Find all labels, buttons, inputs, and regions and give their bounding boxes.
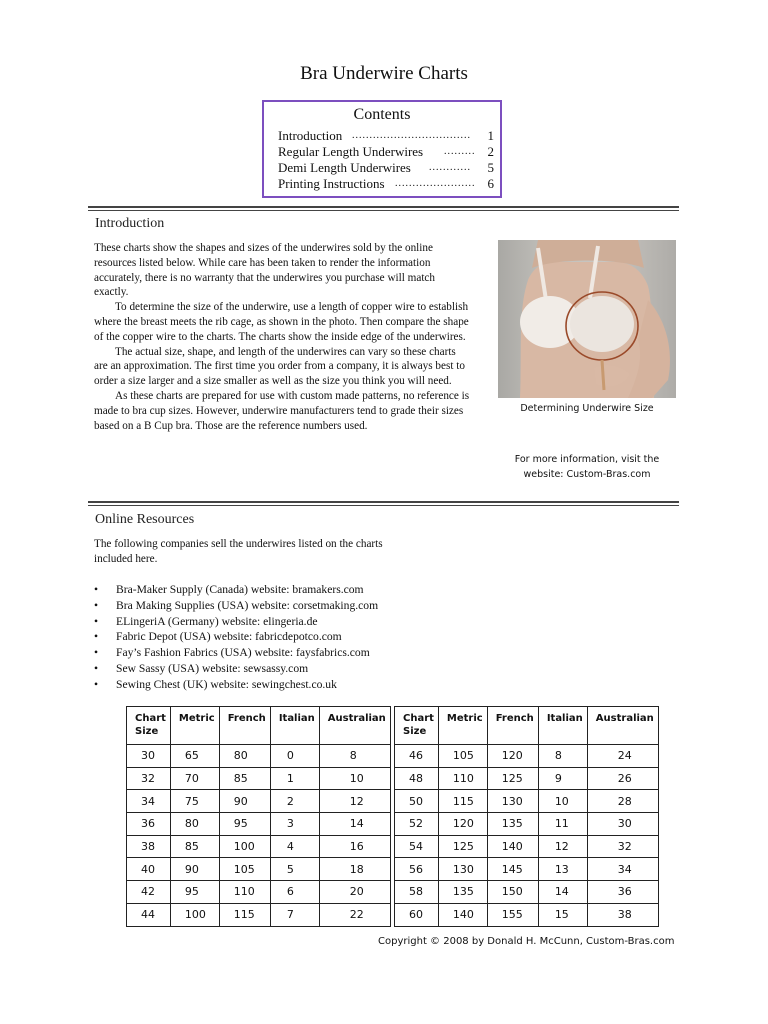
column-header: French <box>487 707 538 745</box>
table-cell: 95 <box>219 813 270 836</box>
table-cell: 38 <box>127 835 171 858</box>
list-item <box>94 661 378 677</box>
table-cell: 32 <box>587 835 658 858</box>
resources-list <box>94 582 378 693</box>
table-cell: 140 <box>487 835 538 858</box>
bullet: • <box>94 646 99 660</box>
table-row <box>395 745 659 768</box>
table-cell: 11 <box>538 813 587 836</box>
table-cell: 10 <box>538 790 587 813</box>
table-cell: 40 <box>127 858 171 881</box>
toc-item-regular-length[interactable] <box>278 144 494 160</box>
list-item <box>94 614 378 630</box>
list-item <box>94 645 378 661</box>
table-row <box>395 767 659 790</box>
table-cell: 6 <box>270 881 319 904</box>
column-header: French <box>219 707 270 745</box>
bullet: • <box>94 661 99 675</box>
table-cell: 50 <box>395 790 439 813</box>
resource-text: Sew Sassy (USA) website: sewsassy.com <box>116 661 309 675</box>
table-cell: 44 <box>127 903 171 926</box>
list-item <box>94 629 378 645</box>
toc-item-demi-length[interactable] <box>278 160 494 176</box>
bullet: • <box>94 677 99 691</box>
table-cell: 95 <box>170 881 219 904</box>
table-row <box>127 881 391 904</box>
toc-leader: ............ <box>429 162 471 173</box>
table-row <box>395 903 659 926</box>
table-cell: 135 <box>438 881 487 904</box>
table-cell: 110 <box>438 767 487 790</box>
more-info-note: For more information, visit the website: Custom-Bras.com <box>514 454 660 480</box>
table-cell: 13 <box>538 858 587 881</box>
bullet: • <box>94 583 99 596</box>
table-cell: 70 <box>170 767 219 790</box>
contents-box <box>262 100 502 198</box>
column-header: Chart Size <box>395 707 439 745</box>
column-header: Italian <box>270 707 319 745</box>
table-cell: 100 <box>170 903 219 926</box>
table-cell: 120 <box>487 745 538 768</box>
list-item <box>94 677 378 693</box>
table-cell: 125 <box>487 767 538 790</box>
table-cell: 56 <box>395 858 439 881</box>
table-cell: 130 <box>487 790 538 813</box>
column-header: Chart Size <box>127 707 171 745</box>
table-cell: 105 <box>219 858 270 881</box>
table-cell: 48 <box>395 767 439 790</box>
table-cell: 90 <box>219 790 270 813</box>
table-cell: 65 <box>170 745 219 768</box>
table-cell: 38 <box>587 903 658 926</box>
table-cell: 60 <box>395 903 439 926</box>
table-cell: 20 <box>319 881 390 904</box>
table-cell: 12 <box>319 790 390 813</box>
toc-page: 5 <box>487 160 494 175</box>
table-cell: 140 <box>438 903 487 926</box>
toc-leader: ....................... <box>395 178 476 189</box>
table-cell: 75 <box>170 790 219 813</box>
contents-heading: Contents <box>353 106 411 123</box>
toc-label: Printing Instructions <box>278 176 385 191</box>
toc-label: Introduction <box>278 128 343 143</box>
table-row <box>127 767 391 790</box>
table-cell: 90 <box>170 858 219 881</box>
resource-text: Bra Making Supplies (USA) website: corsetmaking.com <box>116 598 379 612</box>
table-cell: 14 <box>538 881 587 904</box>
section-divider <box>88 501 679 506</box>
table-cell: 58 <box>395 881 439 904</box>
table-row <box>127 745 391 768</box>
toc-page: 1 <box>487 128 494 143</box>
table-cell: 0 <box>270 745 319 768</box>
column-header: Italian <box>538 707 587 745</box>
table-cell: 30 <box>587 813 658 836</box>
table-cell: 46 <box>395 745 439 768</box>
table-cell: 120 <box>438 813 487 836</box>
table-cell: 80 <box>170 813 219 836</box>
online-resources-heading: Online Resources <box>95 512 195 527</box>
table-cell: 85 <box>219 767 270 790</box>
section-divider <box>88 206 679 211</box>
toc-label: Demi Length Underwires <box>278 160 411 175</box>
bullet: • <box>94 614 99 628</box>
table-cell: 34 <box>127 790 171 813</box>
table-cell: 105 <box>438 745 487 768</box>
resource-text: ELingeriA (Germany) website: elingeria.de <box>116 614 318 628</box>
list-item <box>94 598 378 614</box>
toc-item-introduction[interactable] <box>278 128 494 144</box>
toc-item-printing[interactable] <box>278 176 494 192</box>
table-cell: 42 <box>127 881 171 904</box>
table-cell: 125 <box>438 835 487 858</box>
table-cell: 115 <box>438 790 487 813</box>
table-cell: 14 <box>319 813 390 836</box>
toc-label: Regular Length Underwires <box>278 144 424 159</box>
table-cell: 24 <box>587 745 658 768</box>
photo-illustration <box>498 240 676 398</box>
intro-paragraph: To determine the size of the underwire, use a length of copper wire to establish where the breast meets the rib cage, as shown in the photo. Then compare the shape of the copper wire to the charts. The charts show the inside edge of the underwires. <box>94 301 469 343</box>
table-row <box>127 858 391 881</box>
table-cell: 52 <box>395 813 439 836</box>
table-cell: 8 <box>538 745 587 768</box>
table-row <box>127 790 391 813</box>
table-cell: 36 <box>127 813 171 836</box>
table-cell: 5 <box>270 858 319 881</box>
resource-text: Fay’s Fashion Fabrics (USA) website: faysfabrics.com <box>116 646 370 660</box>
bullet: • <box>94 598 99 612</box>
table-cell: 110 <box>219 881 270 904</box>
table-cell: 150 <box>487 881 538 904</box>
table-cell: 4 <box>270 835 319 858</box>
toc-leader: ......... <box>444 146 476 157</box>
table-cell: 34 <box>587 858 658 881</box>
table-cell: 16 <box>319 835 390 858</box>
size-chart-table-right <box>394 706 659 927</box>
table-cell: 130 <box>438 858 487 881</box>
underwire-measurement-photo <box>498 240 676 398</box>
table-cell: 155 <box>487 903 538 926</box>
intro-paragraph: These charts show the shapes and sizes of the underwires sold by the online resources listed below. While care has been taken to render the information accurately, there is no warranty that the underwires you purchase will match exactly. <box>94 242 435 299</box>
table-cell: 115 <box>219 903 270 926</box>
table-cell: 100 <box>219 835 270 858</box>
column-header: Australian <box>587 707 658 745</box>
resources-intro: The following companies sell the underwires listed on the charts included here. <box>94 538 383 565</box>
bullet: • <box>94 630 99 644</box>
table-header-row <box>395 707 659 745</box>
column-header: Metric <box>438 707 487 745</box>
table-cell: 9 <box>538 767 587 790</box>
toc-leader: .................................. <box>352 130 471 141</box>
table-row <box>127 813 391 836</box>
table-row <box>395 813 659 836</box>
resource-text: Fabric Depot (USA) website: fabricdepotco.com <box>116 630 342 644</box>
resource-text: Sewing Chest (UK) website: sewingchest.co.uk <box>116 677 337 691</box>
photo-caption: Determining Underwire Size <box>520 403 654 414</box>
table-cell: 2 <box>270 790 319 813</box>
table-cell: 1 <box>270 767 319 790</box>
table-cell: 8 <box>319 745 390 768</box>
toc-page: 2 <box>487 144 494 159</box>
table-cell: 7 <box>270 903 319 926</box>
table-row <box>395 835 659 858</box>
table-cell: 3 <box>270 813 319 836</box>
table-row <box>395 790 659 813</box>
table-cell: 18 <box>319 858 390 881</box>
column-header: Australian <box>319 707 390 745</box>
table-cell: 145 <box>487 858 538 881</box>
table-cell: 30 <box>127 745 171 768</box>
table-row <box>395 858 659 881</box>
resource-text: Bra-Maker Supply (Canada) website: bramakers.com <box>116 583 364 596</box>
introduction-heading: Introduction <box>95 216 165 231</box>
table-cell: 15 <box>538 903 587 926</box>
table-cell: 54 <box>395 835 439 858</box>
table-cell: 36 <box>587 881 658 904</box>
table-header-row <box>127 707 391 745</box>
table-cell: 28 <box>587 790 658 813</box>
table-row <box>127 903 391 926</box>
table-cell: 22 <box>319 903 390 926</box>
intro-paragraph: As these charts are prepared for use with custom made patterns, no reference is made to bra cup sizes. However, underwire manufacturers tend to grade their sizes based on a B Cup bra. Those are the reference numbers used. <box>94 389 470 432</box>
column-header: Metric <box>170 707 219 745</box>
table-cell: 12 <box>538 835 587 858</box>
list-item <box>94 582 378 598</box>
table-row <box>395 881 659 904</box>
table-cell: 80 <box>219 745 270 768</box>
size-chart-table-left <box>126 706 391 927</box>
copyright-notice: Copyright © 2008 by Donald H. McCunn, Custom-Bras.com <box>378 936 675 947</box>
table-cell: 85 <box>170 835 219 858</box>
table-row <box>127 835 391 858</box>
introduction-body <box>94 241 472 433</box>
toc-page: 6 <box>487 176 494 191</box>
page-title: Bra Underwire Charts <box>300 63 468 84</box>
intro-paragraph: The actual size, shape, and length of the underwires can vary so these charts are an approximation. The first time you order from a company, it is always best to order a size larger and a size smaller as well as the size you think you will need. <box>94 345 465 388</box>
table-cell: 135 <box>487 813 538 836</box>
table-cell: 32 <box>127 767 171 790</box>
table-cell: 10 <box>319 767 390 790</box>
table-cell: 26 <box>587 767 658 790</box>
